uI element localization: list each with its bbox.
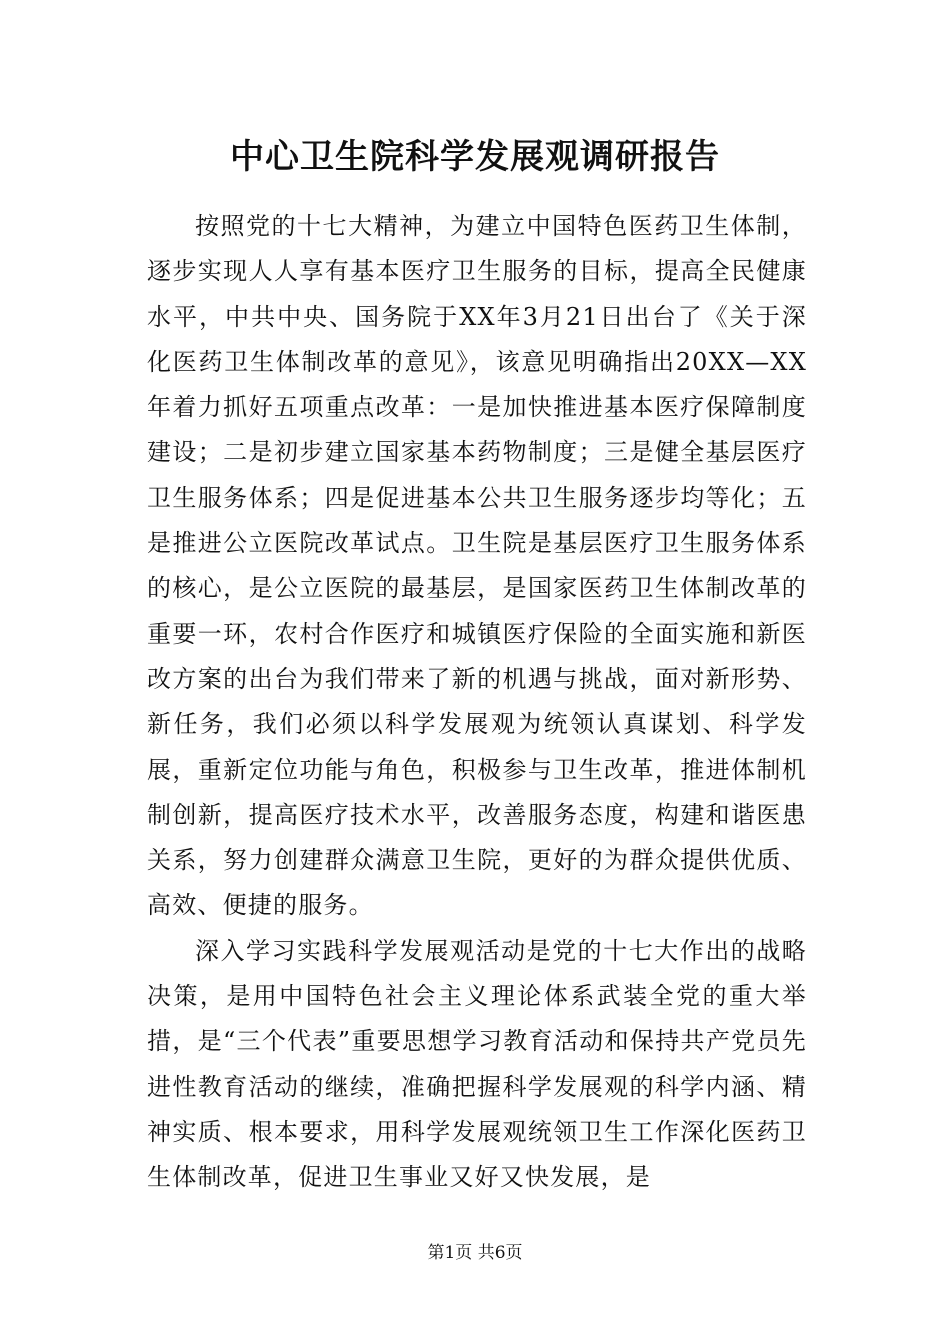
page-footer: 第1页 共6页 xyxy=(427,1243,523,1263)
document-title: 中心卫生院科学发展观调研报告 xyxy=(230,137,720,177)
paragraph-1: 按照党的十七大精神，为建立中国特色医药卫生体制，逐步实现人人享有基本医疗卫生服务的目标，提高全民健康水平，中共中央、国务院于XX年3月21日出台了《关于深化医药卫生体制改革的意见》，该意见明确指出20XX—XX年着力抓好五项重点改革：一是加快推进基本医疗保障制度建设；二是初步建立国家基本药物制度；三是健全基层医疗卫生服务体系；四是促进基本公共卫生服务逐步均等化；五是推进公立医院改革试点。卫生院是基层医疗卫生服务体系的核心，是公立医院的最基层，是国家医药卫生体制改革的重要一环，农村合作医疗和城镇医疗保险的全面实施和新医改方案的出台为我们带来了新的机遇与挑战，面对新形势、新任务，我们必须以科学发展观为统领认真谋划、科学发展，重新定位功能与角色，积极参与卫生改革，推进体制机制创新，提高医疗技术水平，改善服务态度，构建和谐医患关系，努力创建群众满意卫生院，更好的为群众提供优质、高效、便捷的服务。 xyxy=(147,212,807,920)
paragraph-2: 深入学习实践科学发展观活动是党的十七大作出的战略决策，是用中国特色社会主义理论体系武装全党的重大举措，是“三个代表”重要思想学习教育活动和保持共产党员先进性教育活动的继续，准确把握科学发展观的科学内涵、精神实质、根本要求，用科学发展观统领卫生工作深化医药卫生体制改革，促进卫生事业又好又快发展，是 xyxy=(147,936,807,1192)
document-body xyxy=(147,204,807,1201)
